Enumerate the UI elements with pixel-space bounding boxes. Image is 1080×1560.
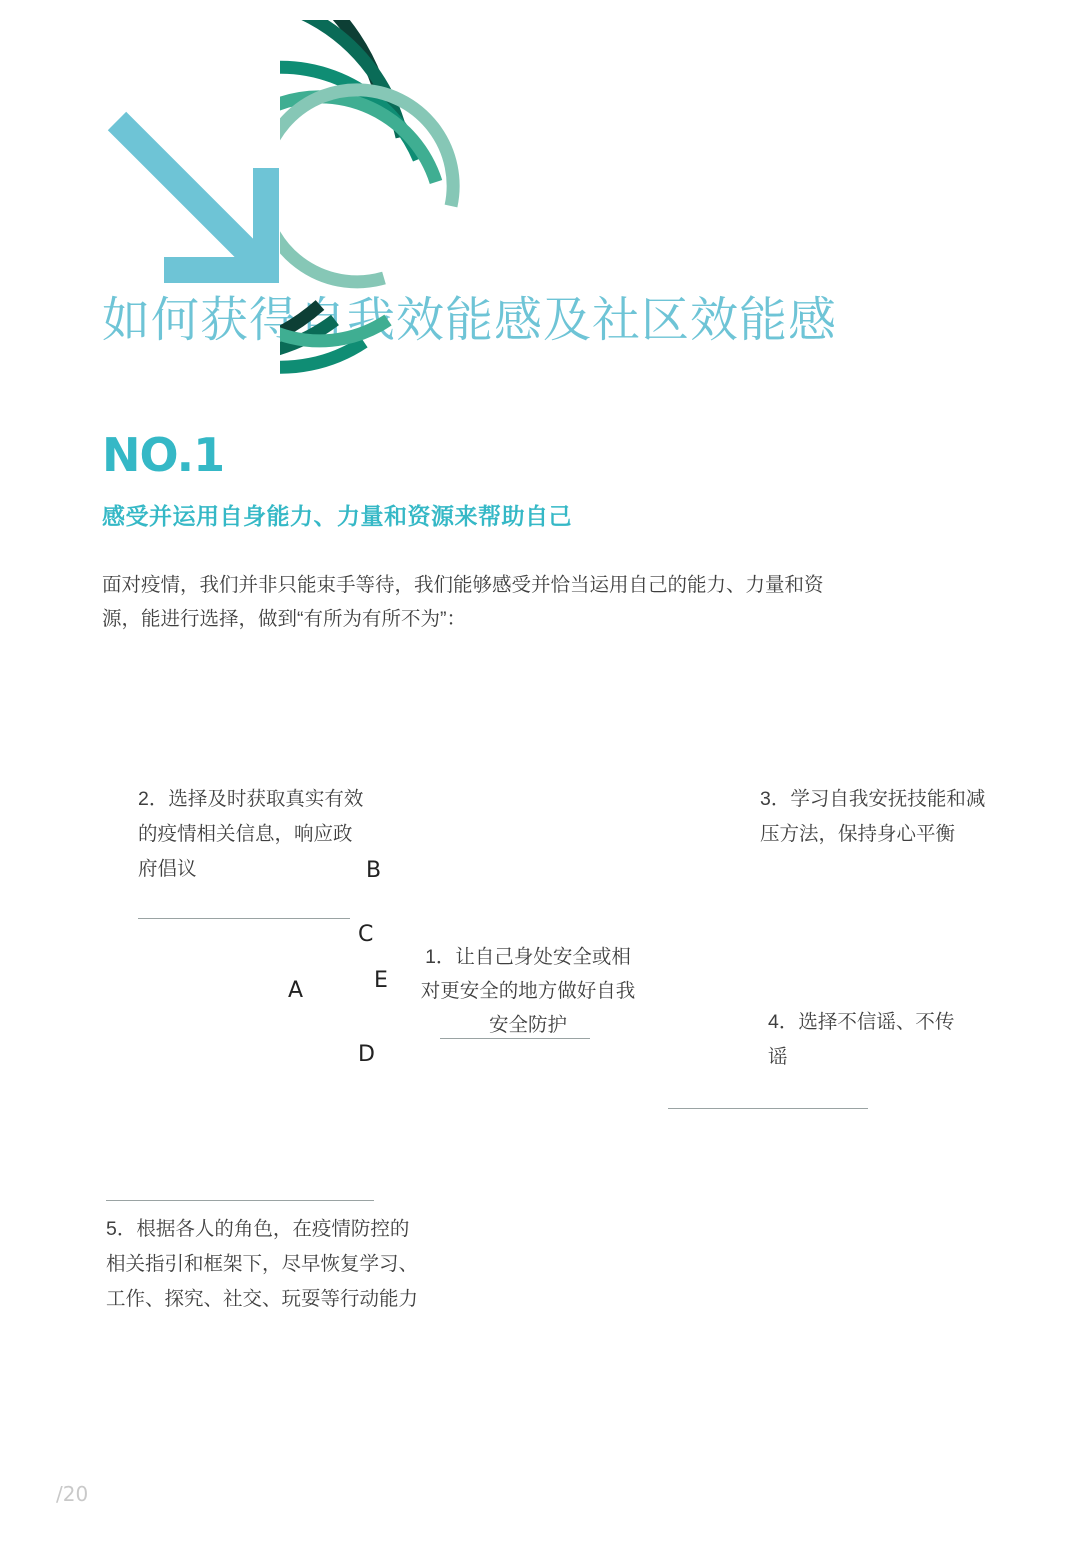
callout-3: 3．学习自我安抚技能和减压方法，保持身心平衡: [760, 788, 986, 845]
ring-label-e: E: [374, 968, 388, 993]
callout-4-divider: [668, 1108, 868, 1109]
section-subtitle: 感受并运用自身能力、力量和资源来帮助自己: [102, 503, 572, 529]
center-divider: [440, 1038, 590, 1039]
callout-5-divider: [106, 1200, 374, 1201]
ring-label-a: A: [288, 978, 304, 1003]
diagram-center-label: 1．让自己身处安全或相对更安全的地方做好自我安全防护: [420, 946, 636, 1036]
callout-2: 2．选择及时获取真实有效的疫情相关信息，响应政府倡议: [138, 788, 364, 880]
ring-label-b: B: [366, 858, 382, 883]
section-intro: 面对疫情，我们并非只能束手等待，我们能够感受并恰当运用自己的能力、力量和资源，能进行选择，做到“有所为有所不为”：: [102, 574, 824, 630]
concentric-arcs-diagram: [280, 20, 750, 490]
page-title: 如何获得自我效能感及社区效能感: [102, 294, 838, 347]
ring-label-c: C: [358, 922, 374, 947]
page-number: /20: [56, 1482, 89, 1506]
callout-4: 4．选择不信谣、不传谣: [768, 1011, 955, 1068]
section-number: NO.1: [102, 428, 225, 482]
ring-label-d: D: [358, 1042, 375, 1067]
callout-2-divider: [138, 918, 350, 919]
arrow-down-right-icon: [104, 108, 280, 284]
callout-5: 5．根据各人的角色，在疫情防控的相关指引和框架下，尽早恢复学习、工作、探究、社交、玩耍等行动能力: [106, 1218, 419, 1310]
